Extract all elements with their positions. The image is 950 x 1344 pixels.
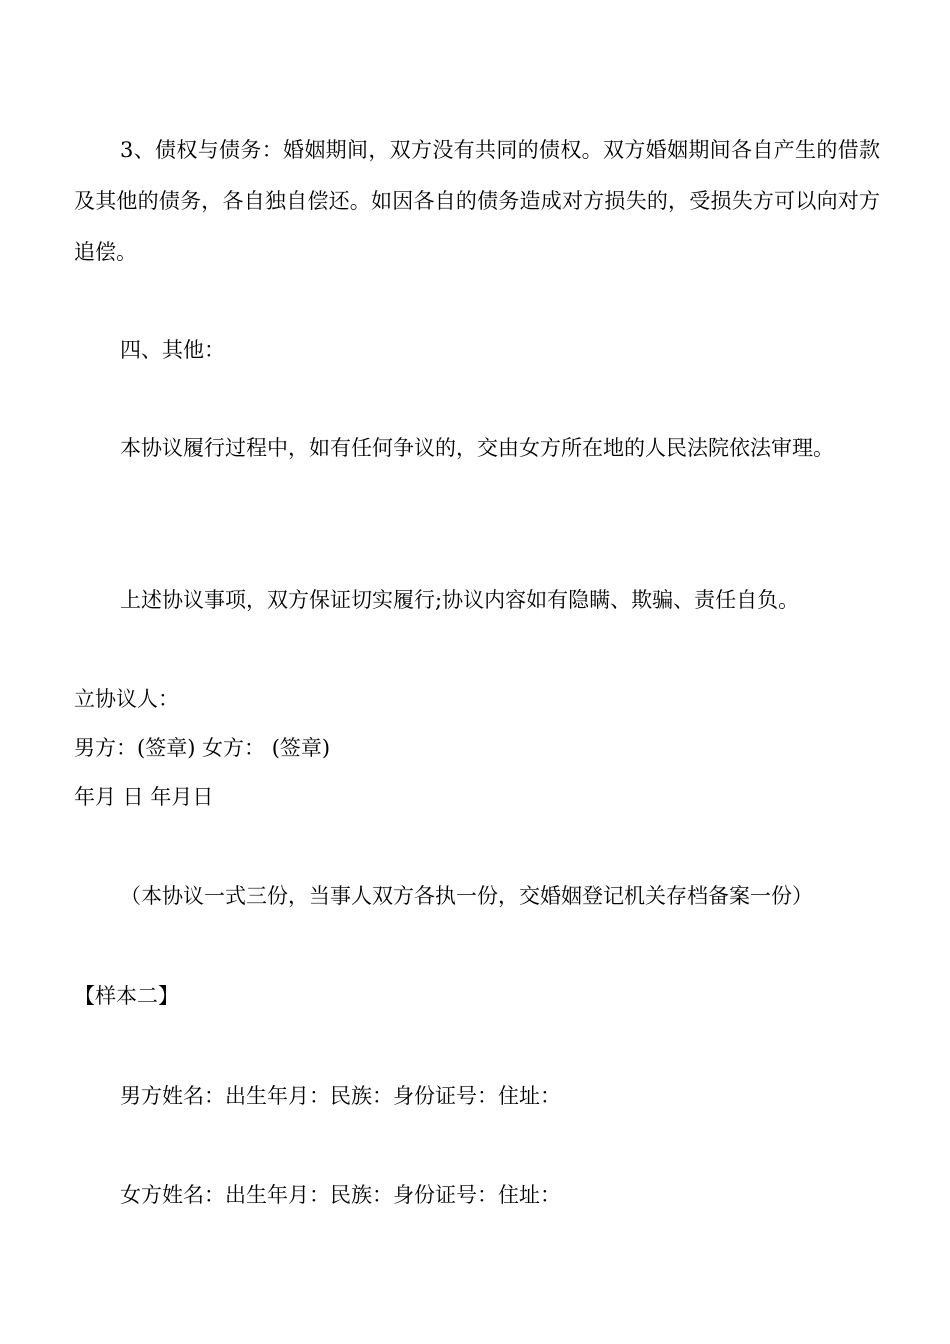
female-party-fields: 女方姓名：出生年月：民族：身份证号：住址： (120, 1183, 561, 1207)
male-party-fields: 男方姓名：出生年月：民族：身份证号：住址： (120, 1084, 561, 1108)
copies-note: （本协议一式三份，当事人双方各执一份，交婚姻登记机关存档备案一份） (120, 884, 813, 908)
dispute-clause: 本协议履行过程中，如有任何争议的，交由女方所在地的人民法院依法审理。 (120, 436, 834, 460)
debt-clause-paragraph: 3、债权与债务：婚姻期间，双方没有共同的债权。双方婚姻期间各自产生的借款及其他的债务，各自独自偿还。如因各自的债务造成对方损失的，受损失方可以向对方追偿。 (74, 138, 880, 264)
signatories-label: 立协议人： (74, 687, 179, 711)
sample-two-heading: 【样本二】 (74, 984, 179, 1008)
date-line: 年月 日 年月日 (74, 785, 214, 809)
guarantee-clause: 上述协议事项，双方保证切实履行;协议内容如有隐瞒、欺骗、责任自负。 (120, 588, 800, 612)
section-other-heading: 四、其他： (120, 338, 225, 362)
signature-line: 男方：(签章) 女方： (签章) (74, 736, 331, 760)
